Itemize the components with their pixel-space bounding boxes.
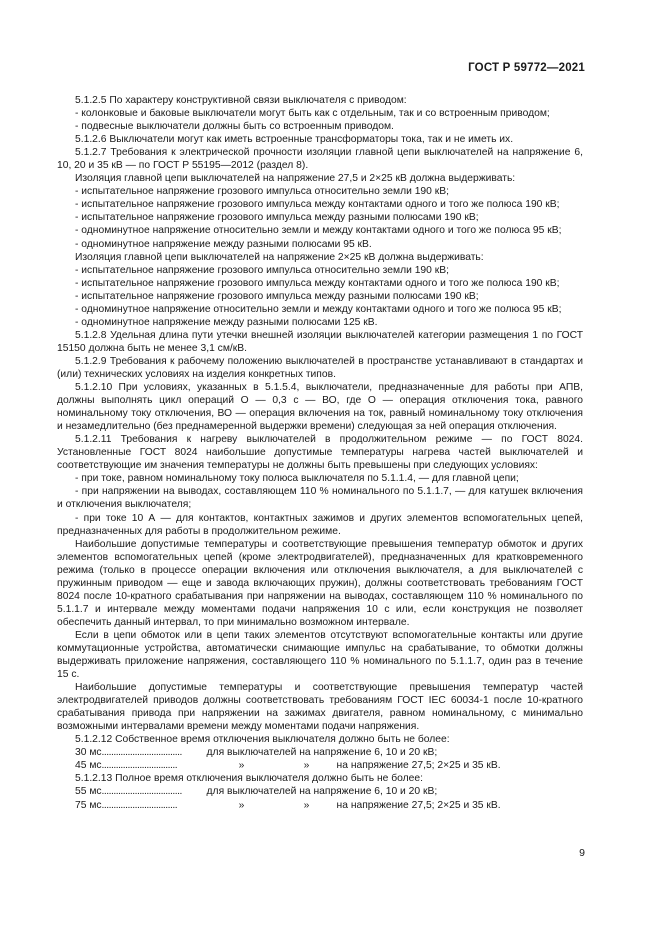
paragraph: 5.1.2.12 Собственное время отключения выключателя должно быть не более: bbox=[75, 734, 450, 746]
time-row bbox=[57, 746, 583, 759]
paragraph: Изоляция главной цепи выключателей на напряжение 2×25 кВ должна выдерживать: bbox=[75, 251, 484, 263]
document-body bbox=[57, 94, 583, 812]
list-item: - испытательное напряжение грозового импульса относительно земли 190 кВ; bbox=[75, 264, 449, 276]
paragraph: Если в цепи обмоток или в цепи таких элементов отсутствуют вспомогательные контакты или другие коммутационные устройства, автоматически снимающие импульс на срабатывание, то обмотки должны выдерживать приложение напряжения, составляющего 110 % номинального по 5.1.1.7, один раз в течение 15 с. bbox=[57, 629, 583, 681]
list-item: - одноминутное напряжение между разными полюсами 95 кВ. bbox=[75, 238, 372, 250]
list-item: - при напряжении на выводах, составляющем 110 % номинального по 5.1.1.7, — для катушек включения и отключения выключателя; bbox=[57, 486, 583, 511]
paragraph: 5.1.2.10 При условиях, указанных в 5.1.5.4, выключатели, предназначенные для работы при АПВ, должны выполнять цикл операций О — 0,3 с — ВО, где О — операция отключения тока, равного номинальному току отключения, ВО — операция включения на ток, равный номинальному току отключения и незамедлительно (без преднамеренной выдержки времени) следующая за ней операция отключения. bbox=[57, 382, 583, 433]
ditto-mark: » bbox=[303, 760, 310, 772]
leader-dots: .................................. bbox=[101, 747, 182, 759]
list-item: - подвесные выключатели должны быть со встроенным приводом. bbox=[75, 121, 394, 133]
paragraph: 5.1.2.11 Требования к нагреву выключателей в продолжительном режиме — по ГОСТ 8024. Установленные ГОСТ 8024 наибольшие допустимые температуры нагрева частей выключателей и соответствующие им значения температуры не должны быть превышены при следующих условиях: bbox=[57, 434, 583, 472]
list-item: - при токе, равном номинальному току полюса выключателя по 5.1.1.4, — для главной цепи; bbox=[75, 473, 519, 485]
leader-dots: ................................ bbox=[101, 760, 178, 772]
time-description: для выключателей на напряжение 6, 10 и 20 кВ; bbox=[206, 786, 438, 798]
list-item: - одноминутное напряжение между разными полюсами 125 кВ. bbox=[75, 316, 378, 328]
leader-dots: ................................ bbox=[101, 799, 178, 811]
paragraph: Наибольшие допустимые температуры и соответствующие превышения температур обмоток и других элементов вспомогательных цепей (кроме электродвигателей), предназначенных для кратковременного режима (только в процессе операции включения или отключения выключателя, а для выключателей с пружинным приводом — еще и завода включающих пружин), должны соответствовать требованиям ГОСТ 8024 после 10-кратного срабатывания при напряжении на выводах, составляющем 110 % номинального по 5.1.1.7 и интервале между моментами подачи напряжения 10 с или, если конструкция не позволяет обеспечить данный интервал, то при минимально возможном интервале. bbox=[57, 538, 583, 628]
list-item: - испытательное напряжение грозового импульса между разными полюсами 190 кВ; bbox=[75, 212, 479, 224]
time-description: на напряжение 27,5; 2×25 и 35 кВ. bbox=[336, 760, 501, 772]
time-row bbox=[57, 785, 583, 798]
paragraph: 5.1.2.13 Полное время отключения выключателя должно быть не более: bbox=[75, 773, 423, 785]
time-description: для выключателей на напряжение 6, 10 и 20 кВ; bbox=[206, 747, 438, 759]
time-value: 75 мс bbox=[75, 799, 102, 811]
list-item: - испытательное напряжение грозового импульса между контактами одного и того же полюса 190 кВ; bbox=[75, 199, 560, 211]
time-description: на напряжение 27,5; 2×25 и 35 кВ. bbox=[336, 799, 501, 811]
list-item: - испытательное напряжение грозового импульса между разными полюсами 190 кВ; bbox=[75, 290, 479, 302]
time-row bbox=[57, 799, 583, 812]
paragraph: Изоляция главной цепи выключателей на напряжение 27,5 и 2×25 кВ должна выдерживать: bbox=[75, 173, 516, 185]
paragraph: 5.1.2.9 Требования к рабочему положению выключателей в пространстве устанавливают в стандартах и (или) технических условиях на изделия конкретных типов. bbox=[57, 355, 583, 380]
list-item: - одноминутное напряжение относительно земли и между контактами одного и того же полюса 95 кВ; bbox=[75, 225, 562, 237]
paragraph: 5.1.2.8 Удельная длина пути утечки внешней изоляции выключателей категории размещения 1 по ГОСТ 15150 должна быть не менее 3,1 см/кВ. bbox=[57, 329, 583, 354]
time-value: 45 мс bbox=[75, 760, 102, 772]
paragraph: Наибольшие допустимые температуры и соответствующие превышения температур частей электродвигателей приводов должны соответствовать требованиям ГОСТ IEC 60034-1 после 10-кратного срабатывания привода при напряжении на зажимах двигателя, равном номинальному, с минимально возможными интервалами времени между моментами подачи напряжения. bbox=[57, 682, 583, 733]
time-row bbox=[57, 759, 583, 772]
time-value: 55 мс bbox=[75, 786, 102, 798]
paragraph: 5.1.2.5 По характеру конструктивной связи выключателя с приводом: bbox=[75, 95, 407, 106]
paragraph: 5.1.2.6 Выключатели могут как иметь встроенные трансформаторы тока, так и не иметь их. bbox=[75, 134, 514, 146]
leader-dots: .................................. bbox=[101, 786, 182, 798]
paragraph: 5.1.2.7 Требования к электрической прочности изоляции главной цепи выключателей на напряжение 6, 10, 20 и 35 кВ — по ГОСТ Р 55195—2012 (раздел 8). bbox=[57, 147, 583, 172]
ditto-mark: » bbox=[238, 799, 245, 811]
ditto-mark: » bbox=[238, 760, 245, 772]
page-number: 9 bbox=[579, 847, 585, 859]
document-header: ГОСТ Р 59772—2021 bbox=[468, 62, 585, 74]
list-item: - испытательное напряжение грозового импульса относительно земли 190 кВ; bbox=[75, 186, 449, 198]
list-item: - при токе 10 А — для контактов, контактных зажимов и других элементов вспомогательных цепей, предназначенных для работы в продолжительном режиме. bbox=[57, 512, 583, 537]
ditto-mark: » bbox=[303, 799, 310, 811]
time-value: 30 мс bbox=[75, 747, 102, 759]
list-item: - испытательное напряжение грозового импульса между контактами одного и того же полюса 190 кВ; bbox=[75, 277, 560, 289]
list-item: - колонковые и баковые выключатели могут быть как с отдельным, так и со встроенным приводом; bbox=[75, 108, 550, 120]
list-item: - одноминутное напряжение относительно земли и между контактами одного и того же полюса 95 кВ; bbox=[75, 303, 562, 315]
